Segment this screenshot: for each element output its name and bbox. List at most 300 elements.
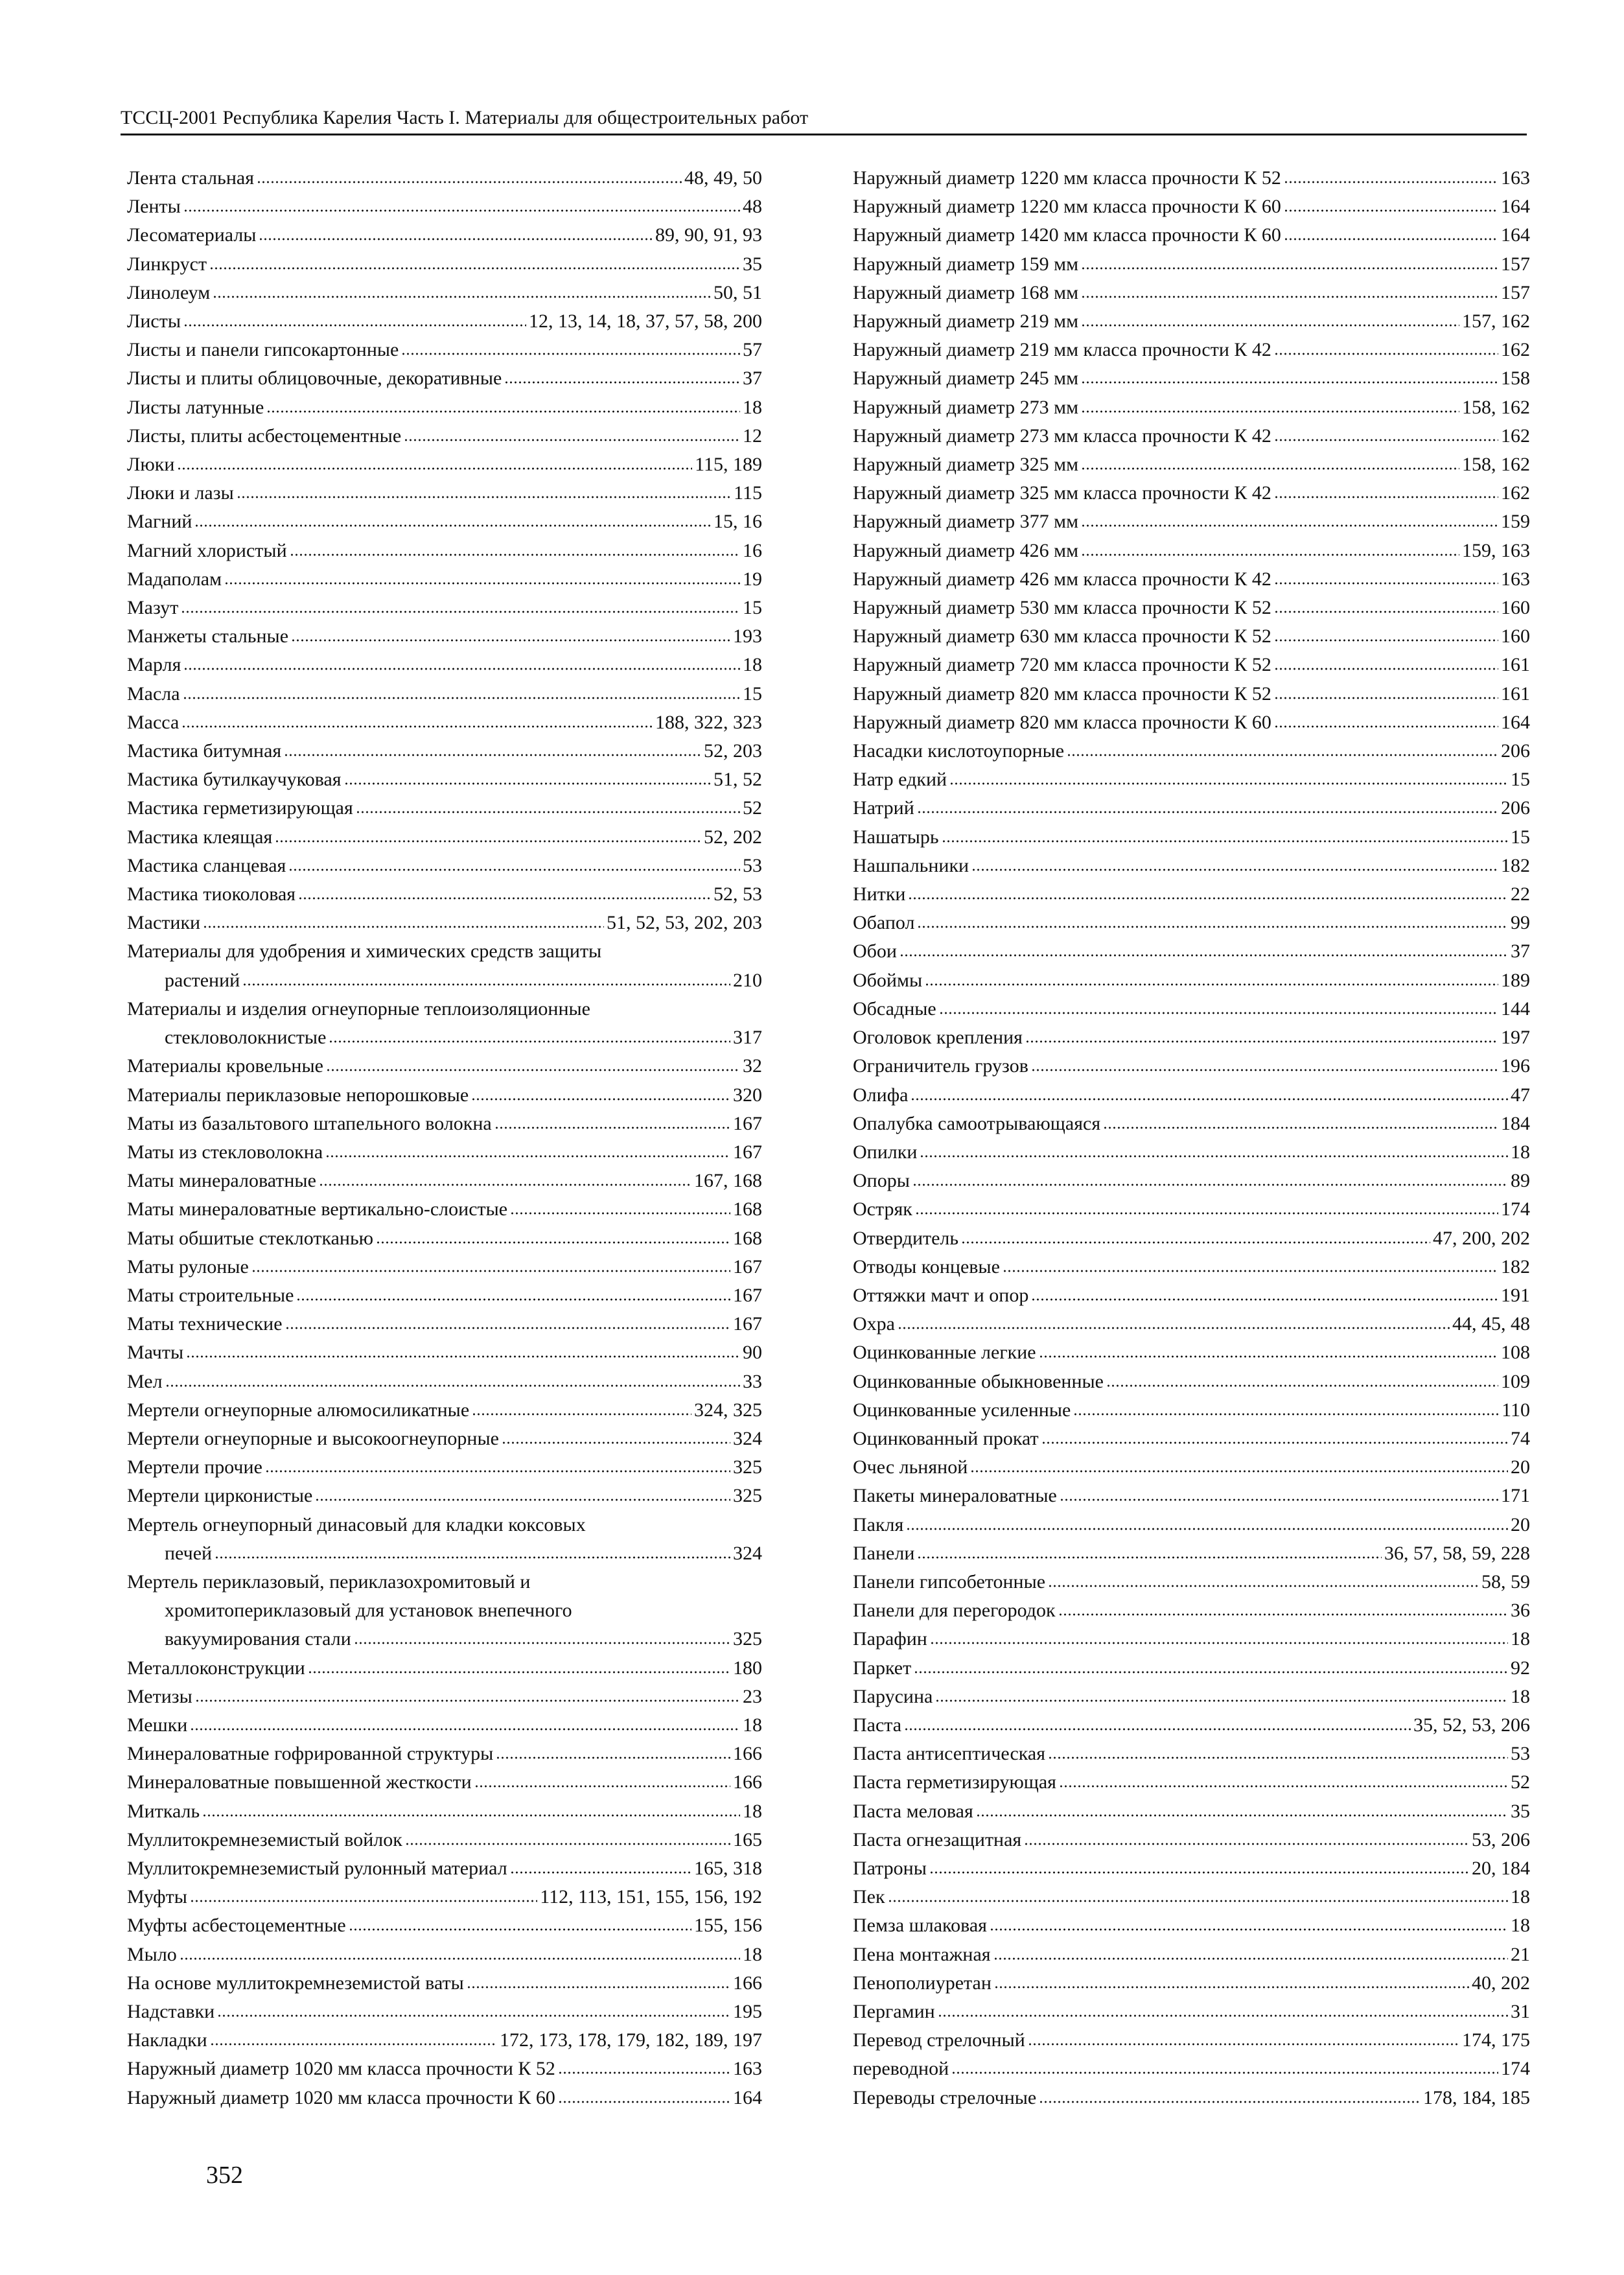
index-entry <box>853 393 1530 422</box>
index-page-refs: 320 <box>733 1084 762 1106</box>
index-term: На основе муллитокремнеземистой ваты <box>127 1972 464 1994</box>
index-entry-line <box>853 852 1530 880</box>
dot-leader <box>284 753 701 757</box>
index-entry <box>127 479 762 508</box>
dot-leader <box>1067 753 1498 757</box>
index-entry-line <box>127 336 762 364</box>
index-entry <box>853 1224 1530 1253</box>
index-page-refs: 90 <box>743 1342 762 1364</box>
index-term: Манжеты стальные <box>127 625 289 648</box>
dot-leader <box>993 1957 1508 1961</box>
index-page-refs: 167 <box>733 1112 762 1134</box>
dot-leader <box>183 209 740 213</box>
index-entry-line <box>127 393 762 422</box>
index-term: Минераловатные гофрированной структуры <box>127 1743 494 1765</box>
index-term: Паста герметизирующая <box>853 1771 1056 1793</box>
index-entry <box>853 794 1530 822</box>
dot-leader <box>925 983 1498 986</box>
index-entry-line <box>127 364 762 393</box>
index-entry-line <box>853 622 1530 651</box>
dot-leader <box>938 2014 1508 2018</box>
index-entry-line <box>853 995 1530 1023</box>
index-entry <box>127 393 762 422</box>
index-term: стекловолокнистые <box>165 1027 327 1049</box>
index-term: Опалубка самоотрывающаяся <box>853 1112 1101 1134</box>
index-page-refs: 317 <box>733 1027 762 1049</box>
index-page-refs: 22 <box>1511 883 1530 905</box>
dot-leader <box>319 1183 691 1187</box>
index-entry <box>853 221 1530 250</box>
index-page-refs: 16 <box>743 539 762 561</box>
index-entry <box>127 364 762 393</box>
index-term: Магний хлористый <box>127 539 287 561</box>
dot-leader <box>912 1183 1508 1187</box>
index-term: Парусина <box>853 1685 933 1707</box>
index-entry <box>127 164 762 192</box>
index-entry <box>127 1511 762 1568</box>
index-entry-line <box>853 479 1530 508</box>
index-entry-line <box>853 164 1530 192</box>
index-term: Наружный диаметр 820 мм класса прочности К 60 <box>853 711 1271 733</box>
index-entry-line <box>853 1568 1530 1596</box>
dot-leader <box>914 1670 1508 1674</box>
index-page-refs: 162 <box>1501 482 1530 504</box>
dot-leader <box>183 696 740 700</box>
index-page-refs: 324 <box>733 1427 762 1449</box>
index-entry <box>853 1368 1530 1396</box>
index-entry <box>127 1167 762 1195</box>
index-entry-line <box>127 1338 762 1367</box>
index-entry-line <box>853 565 1530 594</box>
index-entry-line <box>127 1052 762 1080</box>
index-entry-line <box>853 880 1530 909</box>
index-entry <box>853 1511 1530 1539</box>
index-entry-line <box>853 909 1530 937</box>
index-page-refs: 50, 51 <box>713 281 762 303</box>
dot-leader <box>1274 438 1498 442</box>
dot-leader <box>202 1814 740 1817</box>
index-page-refs: 51, 52 <box>713 769 762 791</box>
index-entry <box>127 1310 762 1338</box>
index-term: Наружный диаметр 273 мм класса прочности К 42 <box>853 425 1271 447</box>
index-page-refs: 52, 202 <box>704 826 762 848</box>
dot-leader <box>376 1241 730 1244</box>
dot-leader <box>315 1498 730 1502</box>
dot-leader <box>510 1211 730 1215</box>
index-page-refs: 19 <box>743 568 762 590</box>
index-entry-line <box>853 1797 1530 1826</box>
index-term: Наружный диаметр 1020 мм класса прочности К 52 <box>127 2058 555 2080</box>
index-page-refs: 52 <box>743 797 762 819</box>
index-entry <box>853 2026 1530 2055</box>
index-term: Наружный диаметр 1220 мм класса прочности К 60 <box>853 196 1281 218</box>
index-entry <box>853 1453 1530 1482</box>
index-entry <box>853 1797 1530 1826</box>
index-page-refs: 168 <box>733 1227 762 1249</box>
index-entry-line <box>853 2084 1530 2112</box>
index-entry <box>127 250 762 279</box>
index-entry-line <box>127 1768 762 1797</box>
dot-leader <box>1081 467 1459 471</box>
index-entry <box>853 1883 1530 1911</box>
index-entry-line <box>853 765 1530 794</box>
index-entry <box>853 2084 1530 2112</box>
index-entry-line <box>127 1482 762 1510</box>
index-entry-line <box>853 1253 1530 1281</box>
index-page-refs: 31 <box>1511 2001 1530 2022</box>
index-term: Насадки кислотоупорные <box>853 740 1065 762</box>
index-entry-line <box>127 1998 762 2026</box>
index-entry-line <box>853 1539 1530 1568</box>
index-page-refs: 89 <box>1511 1170 1530 1192</box>
index-term: Натрий <box>853 797 914 819</box>
index-page-refs: 160 <box>1501 625 1530 648</box>
index-term: Обоймы <box>853 969 923 991</box>
index-entry <box>127 336 762 364</box>
index-page-refs: 32 <box>743 1055 762 1077</box>
index-term: Муллитокремнеземистый войлок <box>127 1828 402 1850</box>
index-term: Муфты асбестоцементные <box>127 1915 346 1937</box>
dot-leader <box>1274 495 1498 499</box>
index-entry <box>127 794 762 822</box>
dot-leader <box>1284 180 1498 184</box>
dot-leader <box>888 1899 1508 1903</box>
index-entry <box>127 765 762 794</box>
index-entry <box>127 537 762 565</box>
index-term: Маты из базальтового штапельного волокна <box>127 1112 492 1134</box>
dot-leader <box>308 1670 730 1674</box>
dot-leader <box>1081 266 1498 270</box>
index-entry-line <box>127 1625 762 1653</box>
dot-leader <box>203 925 604 929</box>
index-page-refs: 174 <box>1501 1198 1530 1220</box>
dot-leader <box>1274 725 1498 729</box>
index-entry <box>127 192 762 221</box>
index-page-refs: 15 <box>743 597 762 619</box>
index-entry-line <box>127 1568 762 1596</box>
index-entry <box>127 1396 762 1425</box>
dot-leader <box>1031 1298 1498 1301</box>
index-entry <box>127 995 762 1052</box>
dot-leader <box>558 2071 730 2075</box>
index-entry <box>853 1854 1530 1883</box>
index-page-refs: 166 <box>733 1972 762 1994</box>
index-term: печей <box>165 1542 213 1564</box>
index-entry <box>853 1110 1530 1138</box>
index-term: Наружный диаметр 325 мм <box>853 454 1079 476</box>
index-page-refs: 159 <box>1501 511 1530 533</box>
index-entry <box>127 2026 762 2055</box>
index-entry-line <box>127 1138 762 1167</box>
index-entry <box>127 1941 762 1969</box>
dot-leader <box>288 868 740 872</box>
dot-leader <box>1081 410 1459 414</box>
index-entry <box>853 1253 1530 1281</box>
index-page-refs: 157 <box>1501 253 1530 275</box>
index-entry <box>127 422 762 450</box>
dot-leader <box>917 925 1508 929</box>
index-entry <box>853 1654 1530 1683</box>
index-entry-line <box>127 2084 762 2112</box>
index-term: Оцинкованные усиленные <box>853 1399 1071 1421</box>
index-entry <box>127 1482 762 1510</box>
index-entry-line <box>853 1110 1530 1138</box>
index-entry-line <box>127 1797 762 1826</box>
index-page-refs: 57 <box>743 339 762 361</box>
index-term: Марля <box>127 654 181 676</box>
dot-leader <box>961 1241 1430 1244</box>
index-page-refs: 188, 322, 323 <box>655 711 762 733</box>
index-entry <box>127 279 762 307</box>
dot-leader <box>510 1871 691 1874</box>
index-term: Наружный диаметр 159 мм <box>853 253 1079 275</box>
dot-leader <box>935 1699 1508 1703</box>
index-entry <box>127 2084 762 2112</box>
dot-leader <box>257 180 682 184</box>
index-page-refs: 47 <box>1511 1084 1530 1106</box>
index-entry <box>127 1195 762 1224</box>
index-page-refs: 164 <box>1501 711 1530 733</box>
index-term: хромитопериклазовый для установок внепечного <box>165 1600 572 1622</box>
index-page-refs: 89, 90, 91, 93 <box>655 224 762 246</box>
index-page-refs: 180 <box>733 1657 762 1679</box>
index-entry-line <box>127 937 762 966</box>
index-entry <box>127 1224 762 1253</box>
dot-leader <box>1274 638 1498 642</box>
index-term: Маты строительные <box>127 1284 294 1306</box>
index-entry <box>853 1740 1530 1768</box>
index-term: Маты минераловатные вертикально-слоистые <box>127 1198 508 1220</box>
index-term: Панели для перегородок <box>853 1600 1056 1622</box>
index-term: Муфты <box>127 1886 187 1908</box>
index-entry-line <box>853 1941 1530 1969</box>
dot-leader <box>472 1412 691 1416</box>
index-entry-line <box>127 765 762 794</box>
index-entry-line <box>853 192 1530 221</box>
dot-leader <box>504 380 740 384</box>
index-term: Мастика клеящая <box>127 826 273 848</box>
index-entry <box>127 1568 762 1654</box>
index-entry <box>127 1281 762 1310</box>
index-term: Обои <box>853 940 897 962</box>
index-entry <box>853 250 1530 279</box>
index-entry <box>853 1826 1530 1854</box>
dot-leader <box>1058 1613 1508 1616</box>
dot-leader <box>917 810 1498 814</box>
index-term: Мертель огнеупорный динасовый для кладки коксовых <box>127 1513 586 1535</box>
index-entry <box>853 622 1530 651</box>
dot-leader <box>165 1384 740 1388</box>
index-page-refs: 163 <box>733 2058 762 2080</box>
dot-leader <box>266 410 740 414</box>
index-entry-line <box>853 1425 1530 1453</box>
index-entry-line <box>853 422 1530 450</box>
index-entry <box>127 622 762 651</box>
index-entry <box>853 1396 1530 1425</box>
index-entry <box>853 909 1530 937</box>
index-term: Мастика герметизирующая <box>127 797 353 819</box>
index-page-refs: 158, 162 <box>1462 454 1530 476</box>
index-entry-line <box>853 1911 1530 1940</box>
index-term: Минераловатные повышенной жесткости <box>127 1771 472 1793</box>
index-entry <box>853 1625 1530 1653</box>
dot-leader <box>325 1154 730 1158</box>
index-page-refs: 23 <box>743 1685 762 1707</box>
index-entry-line <box>853 1138 1530 1167</box>
index-entry-line <box>853 537 1530 565</box>
index-entry-line <box>127 279 762 307</box>
dot-leader <box>1106 1384 1498 1388</box>
index-entry-line <box>127 1969 762 1998</box>
dot-leader <box>1274 352 1498 356</box>
index-entry-line <box>127 794 762 822</box>
dot-leader <box>994 1985 1469 1989</box>
index-term: Материалы кровельные <box>127 1055 323 1077</box>
index-page-refs: 162 <box>1501 339 1530 361</box>
index-entry <box>853 1969 1530 1998</box>
index-term: Мертели огнеупорные и высокоогнеупорные <box>127 1427 499 1449</box>
index-entry-line <box>127 1826 762 1854</box>
index-entry <box>853 364 1530 393</box>
index-entry <box>127 1368 762 1396</box>
index-term: Ленты <box>127 196 181 218</box>
index-term: Опилки <box>853 1141 918 1163</box>
index-term: Надставки <box>127 2001 215 2022</box>
index-page-refs: 160 <box>1501 597 1530 619</box>
index-entry-line <box>127 622 762 651</box>
dot-leader <box>1028 2042 1459 2046</box>
index-entry-line <box>853 680 1530 708</box>
dot-leader <box>186 1355 740 1359</box>
index-page-refs: 18 <box>743 1714 762 1736</box>
index-term: Наружный диаметр 325 мм класса прочности К 42 <box>853 482 1271 504</box>
index-term: Линкруст <box>127 253 207 275</box>
index-page-refs: 35 <box>1511 1800 1530 1822</box>
index-entry-line <box>127 995 762 1023</box>
index-entry <box>853 823 1530 852</box>
index-term: Паста огнезащитная <box>853 1828 1022 1850</box>
index-page-refs: 157, 162 <box>1462 310 1530 332</box>
index-term: Мертели прочие <box>127 1456 262 1478</box>
index-term: Пакеты минераловатные <box>853 1485 1057 1507</box>
dot-leader <box>298 896 711 900</box>
dot-leader <box>951 2071 1498 2075</box>
index-page-refs: 206 <box>1501 797 1530 819</box>
dot-leader <box>1274 696 1498 700</box>
index-page-refs: 15, 16 <box>713 511 762 533</box>
dot-leader <box>1103 1126 1498 1130</box>
index-term: Наружный диаметр 245 мм <box>853 368 1079 390</box>
index-page-refs: 210 <box>733 969 762 991</box>
index-page-refs: 165 <box>733 1828 762 1850</box>
index-page-refs: 35 <box>743 253 762 275</box>
dot-leader <box>344 782 711 786</box>
index-entry <box>127 1138 762 1167</box>
index-term: Мастика бутилкаучуковая <box>127 769 342 791</box>
index-page-refs: 325 <box>733 1456 762 1478</box>
index-entry-line <box>853 1281 1530 1310</box>
dot-leader <box>209 266 740 270</box>
dot-leader <box>904 1727 1411 1731</box>
index-page-refs: 18 <box>743 654 762 676</box>
dot-leader <box>237 495 731 499</box>
index-entry-line <box>127 479 762 508</box>
index-page-refs: 161 <box>1501 682 1530 705</box>
dot-leader <box>467 1985 730 1989</box>
index-term: Мастика битумная <box>127 740 282 762</box>
index-term: Маты технические <box>127 1313 283 1335</box>
index-term: Отводы концевые <box>853 1255 1000 1278</box>
dot-leader <box>917 1556 1382 1559</box>
index-entry <box>127 307 762 336</box>
index-entry-line <box>127 1425 762 1453</box>
index-term: Магний <box>127 511 192 533</box>
index-page-refs: 20 <box>1511 1456 1530 1478</box>
index-term: Отвердитель <box>853 1227 959 1249</box>
index-entry <box>127 880 762 909</box>
dot-leader <box>296 1298 730 1301</box>
index-entry-line <box>127 1167 762 1195</box>
index-term: Наружный диаметр 168 мм <box>853 281 1079 303</box>
dot-leader <box>939 1011 1498 1015</box>
dot-leader <box>1274 610 1498 614</box>
index-entry <box>127 1854 762 1883</box>
index-page-refs: 18 <box>743 1943 762 1965</box>
index-entry <box>127 1052 762 1080</box>
index-page-refs: 58, 59 <box>1481 1570 1530 1592</box>
index-term: Переводы стрелочные <box>853 2086 1037 2108</box>
index-entry-line <box>853 1683 1530 1711</box>
index-entry <box>127 1081 762 1110</box>
index-term: Материалы периклазовые непорошковые <box>127 1084 469 1106</box>
index-page-refs: 157 <box>1501 281 1530 303</box>
index-page-refs: 20, 184 <box>1472 1857 1530 1879</box>
index-entry <box>853 852 1530 880</box>
index-term: Наружный диаметр 273 мм <box>853 396 1079 418</box>
index-term: Парафин <box>853 1628 927 1650</box>
index-term: Линолеум <box>127 281 211 303</box>
dot-leader <box>502 1441 730 1445</box>
index-page-refs: 166 <box>733 1743 762 1765</box>
index-entry-line <box>853 2055 1530 2083</box>
index-entry-line <box>127 1281 762 1310</box>
index-page-refs: 33 <box>743 1370 762 1392</box>
index-page-refs: 15 <box>1511 769 1530 791</box>
index-entry-line <box>853 307 1530 336</box>
index-term: Наружный диаметр 1220 мм класса прочности К 52 <box>853 167 1281 189</box>
dot-leader <box>215 1556 730 1559</box>
index-entry-line <box>853 651 1530 679</box>
index-entry <box>127 2055 762 2083</box>
index-entry-line <box>853 708 1530 737</box>
index-entry <box>853 937 1530 966</box>
dot-leader <box>908 896 1508 900</box>
index-term: Нашпальники <box>853 854 969 876</box>
index-term: Листы латунные <box>127 396 264 418</box>
index-term: Паста <box>853 1714 902 1736</box>
index-entry-line <box>127 1110 762 1138</box>
index-term: Металлоконструкции <box>127 1657 305 1679</box>
index-entry-line <box>853 794 1530 822</box>
index-page-refs: 115 <box>734 482 762 504</box>
index-entry-line <box>853 1338 1530 1367</box>
index-term: Паста антисептическая <box>853 1743 1046 1765</box>
index-entry-line <box>127 1310 762 1338</box>
index-entry <box>853 1195 1530 1224</box>
index-entry <box>127 1453 762 1482</box>
dot-leader <box>1039 2100 1421 2104</box>
index-entry-line <box>127 1596 762 1625</box>
